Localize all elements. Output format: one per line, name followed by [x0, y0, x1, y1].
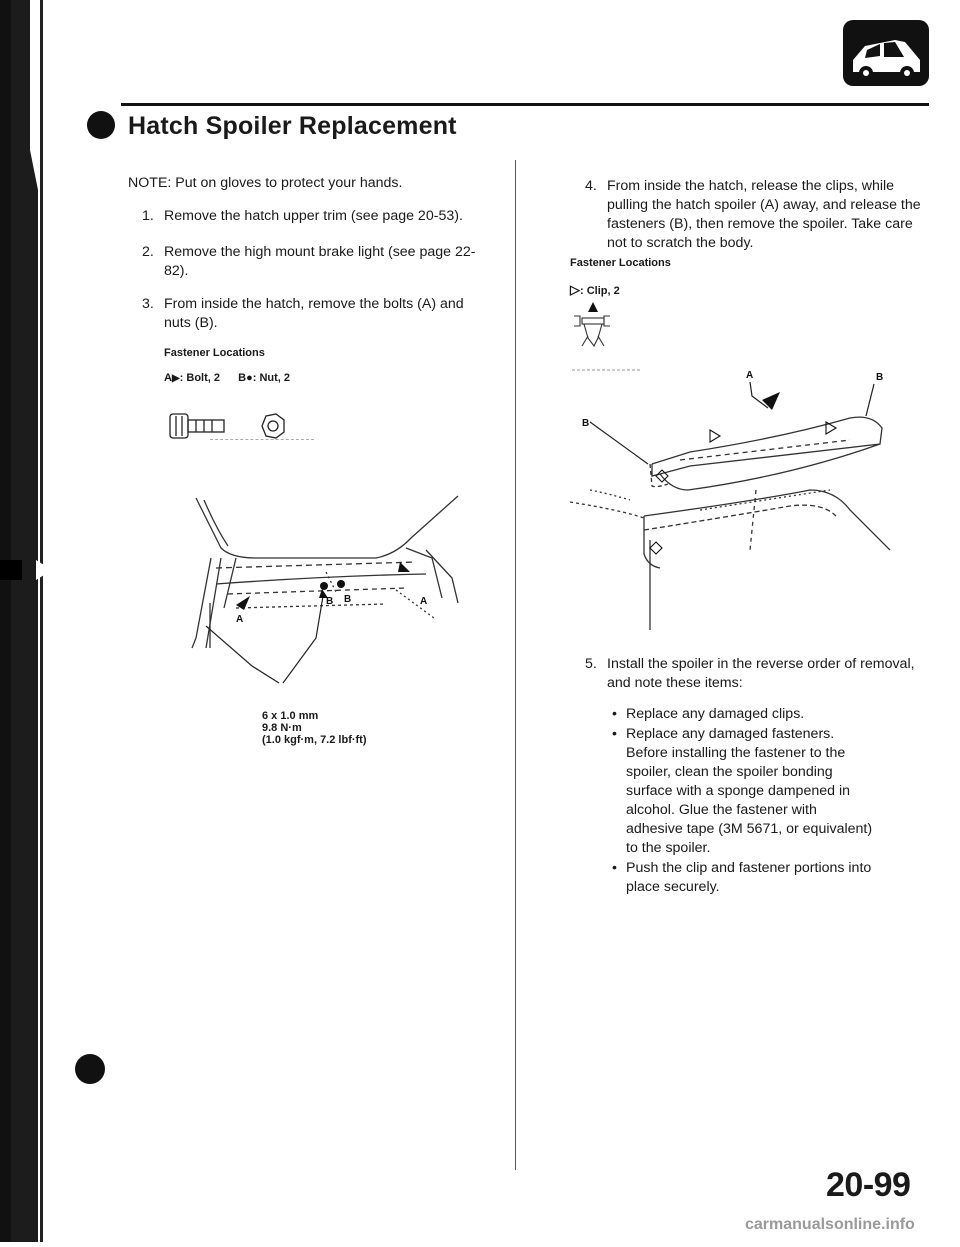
torque-spec: [262, 710, 367, 746]
arrow-marker-icon: ▶: [171, 373, 180, 384]
arrow-marker: [762, 392, 780, 410]
step-text: From inside the hatch, remove the bolts (A) and: [164, 296, 464, 312]
bolt-icon: [170, 414, 224, 438]
step-number: 1.: [142, 208, 154, 224]
step-number: 3.: [142, 296, 154, 312]
legend-rule: [210, 439, 314, 440]
step-text: and note these items:: [607, 675, 743, 691]
column-divider: [515, 160, 516, 1170]
torque-value: 9.8 N·m: [262, 722, 302, 734]
leader-line: [283, 596, 323, 683]
dot-marker-icon: ●: [246, 372, 253, 384]
step-text: not to scratch the body.: [607, 235, 754, 251]
label-b: B: [326, 596, 334, 607]
fastener-marker: [650, 542, 662, 554]
step-text: 82).: [164, 263, 189, 279]
step-1: [142, 207, 502, 226]
step-text: pulling the hatch spoiler (A) away, and release the: [607, 197, 921, 213]
step-5: [585, 655, 935, 693]
legend-a-text: : Bolt, 2: [179, 372, 220, 384]
note-text: NOTE: Put on gloves to protect your hands.: [128, 175, 403, 191]
leader-line: [206, 626, 279, 683]
label-a: A: [420, 596, 428, 607]
step-4: [585, 177, 925, 253]
torque-conversion: (1.0 kgf·m, 7.2 lbf·ft): [262, 734, 367, 746]
label-b: B: [582, 418, 590, 429]
label-b: B: [876, 372, 884, 383]
step-text: fasteners (B), then remove the spoiler. Take care: [607, 216, 913, 232]
fastener-legend: [164, 372, 290, 384]
step-number: 5.: [585, 656, 597, 672]
list-item: • Replace any damaged fasteners. Before installing the fastener to the spoiler, clean the spoiler bonding surface with a sponge dampened in alcohol. Glue the fastener with adhesive tape (3M 5671, or equivalent) to the spoiler.: [612, 725, 877, 858]
footer-watermark: carmanualsonline.info: [745, 1216, 915, 1233]
fastener-locations-heading: Fastener Locations: [164, 347, 265, 359]
section-bullet-icon: [86, 110, 116, 145]
leader-line: [590, 422, 648, 464]
bolt-nut-icons: [166, 412, 316, 447]
bullet-list: [612, 705, 877, 898]
legend-a-letter: A: [164, 372, 172, 384]
step-3: [142, 295, 512, 333]
clip-legend: [570, 282, 620, 298]
label-b: B: [344, 594, 352, 605]
page-title: Hatch Spoiler Replacement: [128, 112, 457, 140]
binding-mark: [70, 1052, 110, 1091]
step-text: From inside the hatch, release the clips, while: [607, 178, 895, 194]
leader-line: [750, 382, 768, 408]
label-a: A: [236, 614, 244, 625]
step-text: Install the spoiler in the reverse order of removal,: [607, 656, 915, 672]
legend-clip-text: : Clip, 2: [580, 285, 620, 297]
torque-size: 6 x 1.0 mm: [262, 710, 319, 722]
hatchback-car-icon: [843, 20, 929, 86]
step-number: 4.: [585, 178, 597, 194]
fastener-locations-heading: Fastener Locations: [570, 257, 671, 269]
step-2: [142, 243, 512, 281]
list-item: • Push the clip and fastener portions into place securely.: [612, 859, 877, 897]
legend-b-text: : Nut, 2: [252, 372, 291, 384]
label-a: A: [746, 370, 754, 381]
hollow-arrow-icon: ▷: [570, 282, 580, 297]
list-item: • Replace any damaged clips.: [612, 705, 877, 724]
legend-b-letter: B: [238, 372, 247, 384]
step-number: 2.: [142, 244, 154, 260]
hatch-interior-figure: [176, 488, 476, 708]
leader-line: [866, 384, 874, 416]
page-number: 20-99: [826, 1166, 911, 1204]
step-text: nuts (B).: [164, 315, 218, 331]
header-rule: [121, 103, 929, 106]
nut-icon: [262, 414, 284, 438]
spoiler-figure: [560, 340, 920, 630]
clip-marker: [710, 430, 720, 442]
step-text: Remove the high mount brake light (see page 22-: [164, 244, 476, 260]
step-text: Remove the hatch upper trim (see page 20-53).: [164, 208, 463, 224]
